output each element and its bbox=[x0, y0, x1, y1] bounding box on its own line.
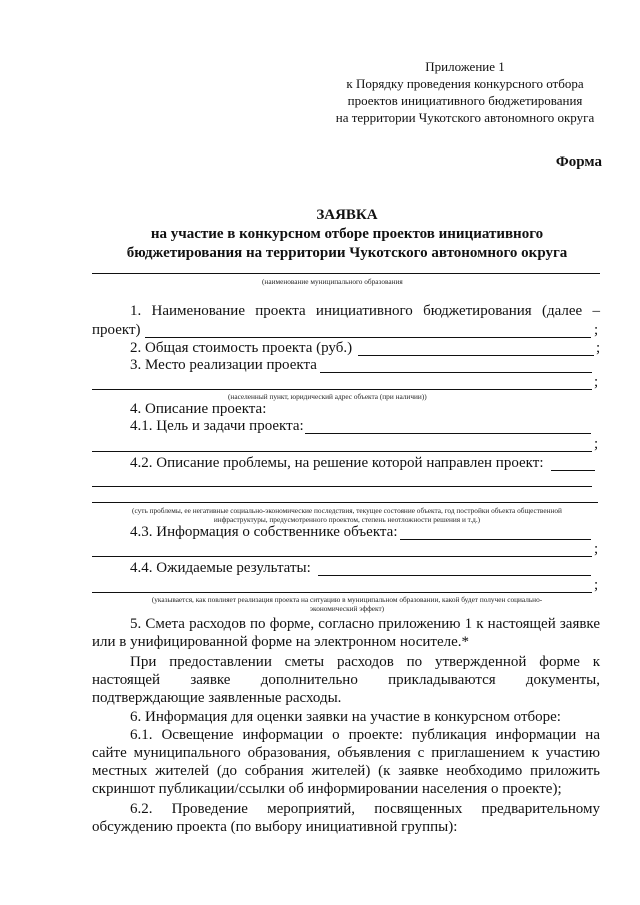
title-line-2: на участие в конкурсном отборе проектов инициативного bbox=[150, 226, 544, 242]
document-title bbox=[92, 206, 602, 263]
municipality-hint: (наименование муниципального образования bbox=[262, 277, 403, 286]
semicolon: ; bbox=[594, 436, 599, 452]
appendix-line-4: на территории Чукотского автономного округа bbox=[335, 110, 595, 125]
project-cost-field[interactable] bbox=[358, 355, 594, 356]
problem-hint-line-1: (суть проблемы, ее негативные социально-экономические последствия, текущее состояние объекта, год постройки объекта общественной bbox=[132, 506, 562, 515]
item-3: 3. Место реализации проекта bbox=[130, 357, 317, 373]
owner-field-2[interactable] bbox=[92, 556, 592, 557]
semicolon: ; bbox=[594, 322, 599, 338]
results-hint-line-2: экономический эффект) bbox=[309, 604, 385, 613]
appendix-line-1: Приложение 1 bbox=[425, 59, 505, 74]
item-4-2: 4.2. Описание проблемы, на решение которой направлен проект: bbox=[130, 455, 544, 471]
item-4: 4. Описание проекта: bbox=[130, 401, 267, 417]
item-6-2-line-1: 6.2. Проведение мероприятий, посвященных предварительному bbox=[130, 801, 600, 817]
item-5-line-2: или в унифицированной форме на электронном носителе.* bbox=[92, 634, 470, 650]
goal-field-1[interactable] bbox=[305, 433, 591, 434]
item-6-1-line-1: 6.1. Освещение информации о проекте: публикация информации на bbox=[130, 727, 600, 743]
item-1-line-2: проект) bbox=[92, 322, 141, 338]
results-hint bbox=[92, 595, 602, 613]
problem-hint bbox=[92, 506, 602, 524]
item-4-1: 4.1. Цель и задачи проекта: bbox=[130, 418, 304, 434]
paragraph-line-3: подтверждающие заявленные расходы. bbox=[92, 690, 342, 706]
item-6-1-line-3: местных жителей (до собрания жителей) (к заявке необходимо приложить bbox=[92, 763, 600, 779]
problem-field-3[interactable] bbox=[92, 502, 598, 503]
problem-field-2[interactable] bbox=[92, 486, 592, 487]
semicolon: ; bbox=[594, 577, 599, 593]
item-6-2-line-2: обсуждению проекта (по выбору инициативной группы): bbox=[92, 819, 458, 835]
title-main: ЗАЯВКА bbox=[316, 207, 378, 223]
semicolon: ; bbox=[596, 340, 601, 356]
location-field-2[interactable] bbox=[92, 389, 592, 390]
paragraph-line-2: настоящей заявке дополнительно прикладываются документы, bbox=[92, 672, 600, 688]
problem-hint-line-2: инфраструктуры, предусмотренного проектом, степень неотложности решения и т.д.) bbox=[213, 515, 481, 524]
item-2: 2. Общая стоимость проекта (руб.) bbox=[130, 340, 353, 356]
owner-field-1[interactable] bbox=[400, 539, 591, 540]
semicolon: ; bbox=[594, 374, 599, 390]
item-4-4: 4.4. Ожидаемые результаты: bbox=[130, 560, 311, 576]
appendix-block bbox=[330, 58, 600, 126]
paragraph-line-1: При предоставлении сметы расходов по утвержденной форме к bbox=[130, 654, 600, 670]
appendix-line-3: проектов инициативного бюджетирования bbox=[347, 93, 583, 108]
item-5-line-1: 5. Смета расходов по форме, согласно приложению 1 к настоящей заявке bbox=[130, 616, 600, 632]
municipality-field[interactable] bbox=[92, 273, 600, 274]
problem-field-1[interactable] bbox=[551, 470, 595, 471]
locality-hint: (населенный пункт, юридический адрес объекта (при наличии)) bbox=[228, 392, 427, 401]
results-hint-line-1: (указывается, как повлияет реализация проекта на ситуацию в муниципальном образовании, какой будет получен социально- bbox=[151, 595, 543, 604]
appendix-line-2: к Порядку проведения конкурсного отбора bbox=[346, 76, 584, 91]
item-1-line-1: 1. Наименование проекта инициативного бюджетирования (далее – bbox=[130, 303, 600, 319]
semicolon: ; bbox=[594, 541, 599, 557]
location-field-1[interactable] bbox=[320, 372, 592, 373]
item-6-1-line-2: сайте муниципального образования, объявления с приглашением к участию bbox=[92, 745, 600, 761]
item-4-3: 4.3. Информация о собственнике объекта: bbox=[130, 524, 398, 540]
title-line-3: бюджетирования на территории Чукотского автономного округа bbox=[126, 245, 568, 261]
form-label: Форма bbox=[555, 154, 602, 170]
item-6: 6. Информация для оценки заявки на участие в конкурсном отборе: bbox=[130, 709, 561, 725]
project-name-field[interactable] bbox=[145, 337, 591, 338]
item-6-1-line-4: скриншот публикации/ссылки об информировании населения о проекте); bbox=[92, 781, 562, 797]
goal-field-2[interactable] bbox=[92, 451, 592, 452]
results-field-2[interactable] bbox=[92, 592, 592, 593]
results-field-1[interactable] bbox=[318, 575, 591, 576]
